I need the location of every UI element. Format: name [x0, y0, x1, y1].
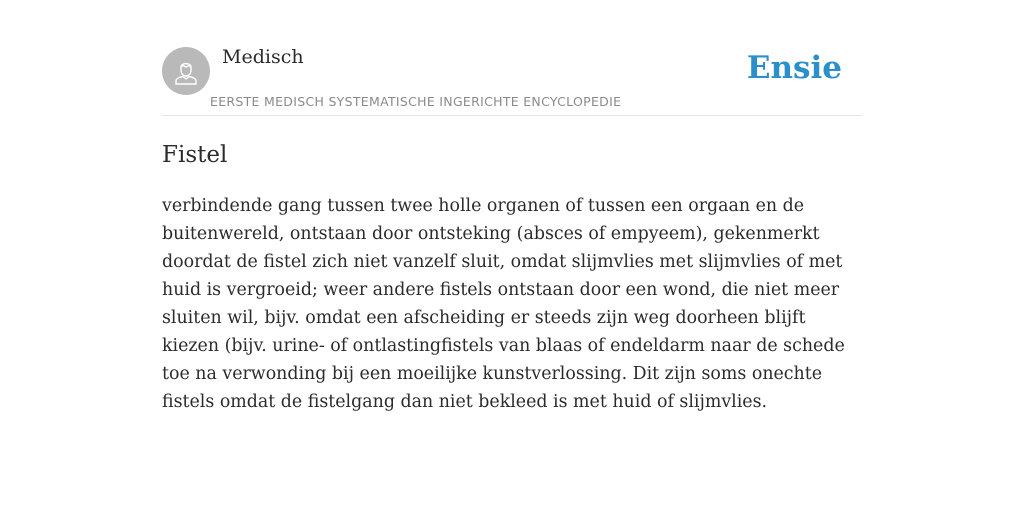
entry-title: Fistel — [162, 142, 228, 168]
source-label: EERSTE MEDISCH SYSTEMATISCHE INGERICHTE ENCYCLOPEDIE — [210, 94, 622, 109]
entry-card — [162, 40, 862, 416]
brand-logo[interactable]: Ensie — [746, 50, 842, 86]
author-link[interactable]: Medisch — [222, 46, 304, 68]
user-icon — [171, 56, 201, 86]
entry-header — [162, 40, 862, 116]
avatar[interactable] — [162, 47, 210, 95]
entry-body: verbindende gang tussen twee holle organen of tussen een orgaan en de buitenwereld, ontstaan door ontsteking (absces of empyeem), gekenmerkt doordat de fistel zich niet vanzelf sluit, omdat slijmvlies met slijmvlies of met huid is vergroeid; weer andere fistels ontstaan door een wond, die niet meer sluiten wil, bijv. omdat een afscheiding er steeds zijn weg doorheen blijft kiezen (bijv. urine- of ontlastingfistels van blaas of endeldarm naar de schede toe na verwonding bij een moeilijke kunstverlossing. Dit zijn soms onechte fistels omdat de fistelgang dan niet bekleed is met huid of slijmvlies. — [162, 196, 845, 412]
